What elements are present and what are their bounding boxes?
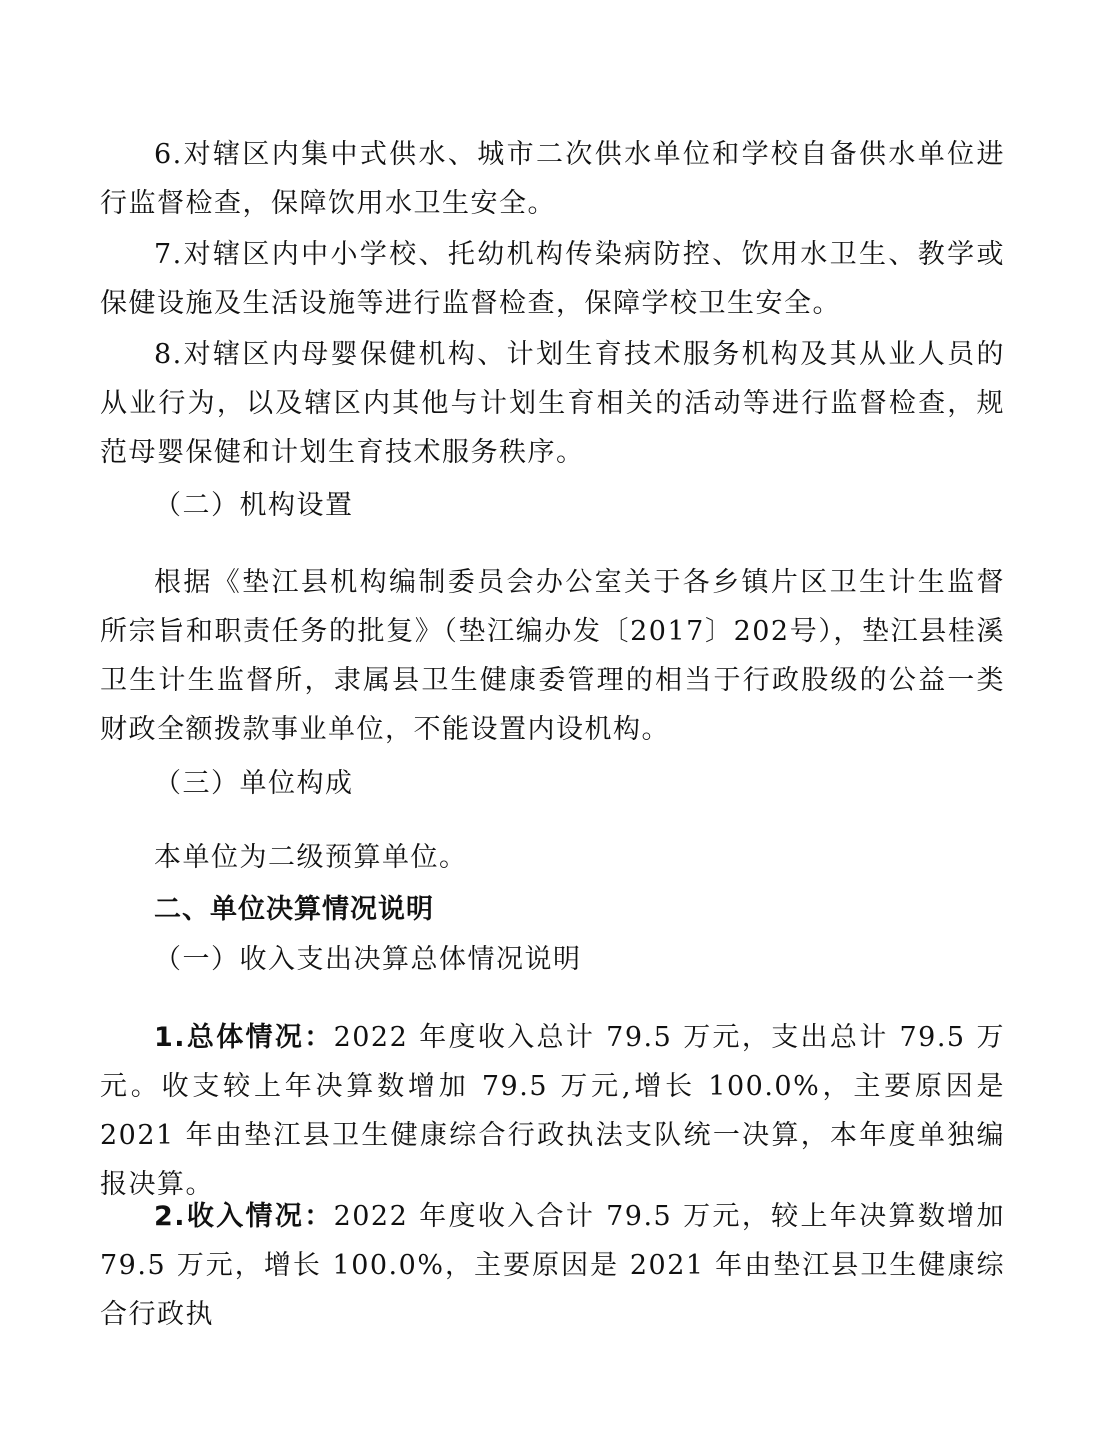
paragraph-unit-composition: 本单位为二级预算单位。	[154, 842, 468, 873]
heading-unit-composition: （三）单位构成	[154, 768, 354, 799]
overall-text: 2022 年度收入总计 79.5 万元，支出总计 79.5 万元。收支较上年决算数增加 79.5 万元,增长 100.0%，主要原因是 2021 年由垫江县卫生健康综合行政执法支队统一决算，本年度单独编报决算。	[100, 1022, 1006, 1200]
income-lead: 2.收入情况：	[154, 1201, 334, 1232]
paragraph-item-8: 8.对辖区内母婴保健机构、计划生育技术服务机构及其从业人员的从业行为，以及辖区内其他与计划生育相关的活动等进行监督检查，规范母婴保健和计划生育技术服务秩序。	[100, 339, 1005, 468]
paragraph-item-6: 6.对辖区内集中式供水、城市二次供水单位和学校自备供水单位进行监督检查，保障饮用水卫生安全。	[100, 139, 1005, 219]
paragraph-org-setup: 根据《垫江县机构编制委员会办公室关于各乡镇片区卫生计生监督所宗旨和职责任务的批复》（垫江编办发〔2017〕202号），垫江县桂溪卫生计生监督所，隶属县卫生健康委管理的相当于行政股级的公益一类财政全额拨款事业单位，不能设置内设机构。	[100, 567, 1005, 745]
heading-income-expense: （一）收入支出决算总体情况说明	[154, 944, 582, 975]
paragraph-overall	[100, 1013, 1005, 1209]
heading-section-two: 二、单位决算情况说明	[154, 894, 434, 925]
income-text: 2022 年度收入合计 79.5 万元，较上年决算数增加 79.5 万元，增长 100.0%，主要原因是 2021 年由垫江县卫生健康综合行政执	[100, 1201, 1006, 1330]
paragraph-item-7: 7.对辖区内中小学校、托幼机构传染病防控、饮用水卫生、教学或保健设施及生活设施等进行监督检查，保障学校卫生安全。	[100, 239, 1005, 319]
heading-org-setup: （二）机构设置	[154, 490, 354, 521]
overall-lead: 1.总体情况：	[154, 1022, 334, 1053]
paragraph-income	[100, 1192, 1005, 1339]
